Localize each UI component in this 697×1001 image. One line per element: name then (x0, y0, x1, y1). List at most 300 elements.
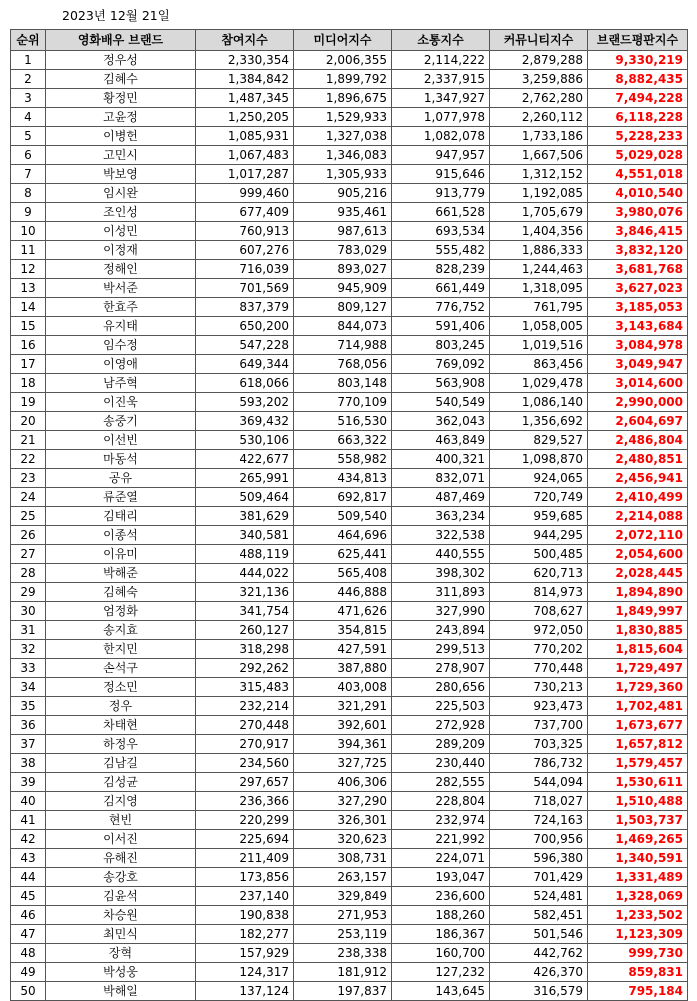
media-index-cell: 326,301 (294, 811, 392, 830)
brand-reputation-index-cell: 6,118,228 (588, 108, 688, 127)
table-row (11, 336, 688, 355)
table-row (11, 545, 688, 564)
brand-reputation-index-cell: 5,228,233 (588, 127, 688, 146)
table-row (11, 355, 688, 374)
communication-index-cell: 221,992 (392, 830, 490, 849)
participation-index-cell: 341,754 (196, 602, 294, 621)
rank-cell: 26 (11, 526, 46, 545)
table-row (11, 450, 688, 469)
communication-index-cell: 661,528 (392, 203, 490, 222)
media-index-cell: 181,912 (294, 963, 392, 982)
community-index-cell: 703,325 (490, 735, 588, 754)
brand-reputation-index-cell: 1,331,489 (588, 868, 688, 887)
brand-reputation-index-cell: 1,894,890 (588, 583, 688, 602)
table-row (11, 868, 688, 887)
brand-reputation-index-cell: 2,486,804 (588, 431, 688, 450)
participation-index-cell: 837,379 (196, 298, 294, 317)
media-index-cell: 714,988 (294, 336, 392, 355)
table-row (11, 203, 688, 222)
rank-cell: 6 (11, 146, 46, 165)
rank-cell: 8 (11, 184, 46, 203)
actor-name-cell: 유지태 (46, 317, 196, 336)
table-row (11, 602, 688, 621)
participation-index-cell: 292,262 (196, 659, 294, 678)
communication-index-cell: 186,367 (392, 925, 490, 944)
rank-cell: 47 (11, 925, 46, 944)
brand-reputation-index-cell: 1,510,488 (588, 792, 688, 811)
media-index-cell: 663,322 (294, 431, 392, 450)
community-index-cell: 1,733,186 (490, 127, 588, 146)
media-index-cell: 434,813 (294, 469, 392, 488)
table-row (11, 89, 688, 108)
table-row (11, 526, 688, 545)
community-index-cell: 814,973 (490, 583, 588, 602)
rank-cell: 23 (11, 469, 46, 488)
media-index-cell: 387,880 (294, 659, 392, 678)
communication-index-cell: 915,646 (392, 165, 490, 184)
community-index-cell: 708,627 (490, 602, 588, 621)
rank-cell: 15 (11, 317, 46, 336)
participation-index-cell: 1,067,483 (196, 146, 294, 165)
rank-cell: 34 (11, 678, 46, 697)
header-participation-index: 참여지수 (196, 30, 294, 51)
brand-reputation-index-cell: 3,980,076 (588, 203, 688, 222)
community-index-cell: 1,886,333 (490, 241, 588, 260)
community-index-cell: 718,027 (490, 792, 588, 811)
community-index-cell: 700,956 (490, 830, 588, 849)
actor-name-cell: 송중기 (46, 412, 196, 431)
communication-index-cell: 832,071 (392, 469, 490, 488)
brand-reputation-index-cell: 1,579,457 (588, 754, 688, 773)
participation-index-cell: 260,127 (196, 621, 294, 640)
header-communication-index: 소통지수 (392, 30, 490, 51)
communication-index-cell: 278,907 (392, 659, 490, 678)
media-index-cell: 238,338 (294, 944, 392, 963)
media-index-cell: 625,441 (294, 545, 392, 564)
community-index-cell: 316,579 (490, 982, 588, 1001)
actor-name-cell: 장혁 (46, 944, 196, 963)
brand-reputation-index-cell: 999,730 (588, 944, 688, 963)
participation-index-cell: 547,228 (196, 336, 294, 355)
table-row (11, 412, 688, 431)
brand-reputation-index-cell: 1,830,885 (588, 621, 688, 640)
participation-index-cell: 211,409 (196, 849, 294, 868)
media-index-cell: 308,731 (294, 849, 392, 868)
community-index-cell: 972,050 (490, 621, 588, 640)
communication-index-cell: 188,260 (392, 906, 490, 925)
brand-reputation-index-cell: 3,185,053 (588, 298, 688, 317)
actor-name-cell: 고윤정 (46, 108, 196, 127)
rank-cell: 36 (11, 716, 46, 735)
rank-cell: 3 (11, 89, 46, 108)
media-index-cell: 392,601 (294, 716, 392, 735)
community-index-cell: 1,058,005 (490, 317, 588, 336)
media-index-cell: 516,530 (294, 412, 392, 431)
brand-reputation-index-cell: 1,123,309 (588, 925, 688, 944)
table-row (11, 393, 688, 412)
table-row (11, 222, 688, 241)
media-index-cell: 464,696 (294, 526, 392, 545)
communication-index-cell: 289,209 (392, 735, 490, 754)
participation-index-cell: 649,344 (196, 355, 294, 374)
actor-name-cell: 정소민 (46, 678, 196, 697)
media-index-cell: 770,109 (294, 393, 392, 412)
community-index-cell: 1,318,095 (490, 279, 588, 298)
brand-reputation-index-cell: 1,729,497 (588, 659, 688, 678)
community-index-cell: 1,667,506 (490, 146, 588, 165)
media-index-cell: 471,626 (294, 602, 392, 621)
communication-index-cell: 299,513 (392, 640, 490, 659)
communication-index-cell: 127,232 (392, 963, 490, 982)
community-index-cell: 1,029,478 (490, 374, 588, 393)
participation-index-cell: 381,629 (196, 507, 294, 526)
table-header-row (11, 30, 688, 51)
rank-cell: 33 (11, 659, 46, 678)
table-row (11, 944, 688, 963)
community-index-cell: 501,546 (490, 925, 588, 944)
media-index-cell: 692,817 (294, 488, 392, 507)
community-index-cell: 863,456 (490, 355, 588, 374)
header-brand-reputation-index: 브랜드평판지수 (588, 30, 688, 51)
media-index-cell: 427,591 (294, 640, 392, 659)
participation-index-cell: 422,677 (196, 450, 294, 469)
community-index-cell: 1,312,152 (490, 165, 588, 184)
media-index-cell: 783,029 (294, 241, 392, 260)
media-index-cell: 1,305,933 (294, 165, 392, 184)
rank-cell: 19 (11, 393, 46, 412)
participation-index-cell: 237,140 (196, 887, 294, 906)
actor-name-cell: 김윤석 (46, 887, 196, 906)
actor-name-cell: 김지영 (46, 792, 196, 811)
media-index-cell: 905,216 (294, 184, 392, 203)
brand-reputation-index-cell: 2,456,941 (588, 469, 688, 488)
table-row (11, 488, 688, 507)
rank-cell: 20 (11, 412, 46, 431)
participation-index-cell: 509,464 (196, 488, 294, 507)
media-index-cell: 197,837 (294, 982, 392, 1001)
rank-cell: 12 (11, 260, 46, 279)
table-row (11, 184, 688, 203)
brand-reputation-index-cell: 3,846,415 (588, 222, 688, 241)
actor-name-cell: 송지효 (46, 621, 196, 640)
media-index-cell: 509,540 (294, 507, 392, 526)
community-index-cell: 829,527 (490, 431, 588, 450)
participation-index-cell: 1,384,842 (196, 70, 294, 89)
actor-name-cell: 이성민 (46, 222, 196, 241)
participation-index-cell: 760,913 (196, 222, 294, 241)
rank-cell: 13 (11, 279, 46, 298)
media-index-cell: 1,896,675 (294, 89, 392, 108)
participation-index-cell: 124,317 (196, 963, 294, 982)
participation-index-cell: 593,202 (196, 393, 294, 412)
participation-index-cell: 318,298 (196, 640, 294, 659)
brand-reputation-index-cell: 3,143,684 (588, 317, 688, 336)
participation-index-cell: 1,085,931 (196, 127, 294, 146)
participation-index-cell: 716,039 (196, 260, 294, 279)
communication-index-cell: 362,043 (392, 412, 490, 431)
communication-index-cell: 563,908 (392, 374, 490, 393)
actor-name-cell: 차승원 (46, 906, 196, 925)
community-index-cell: 923,473 (490, 697, 588, 716)
rank-cell: 50 (11, 982, 46, 1001)
community-index-cell: 596,380 (490, 849, 588, 868)
table-row (11, 374, 688, 393)
community-index-cell: 1,404,356 (490, 222, 588, 241)
rank-cell: 41 (11, 811, 46, 830)
participation-index-cell: 315,483 (196, 678, 294, 697)
communication-index-cell: 463,849 (392, 431, 490, 450)
community-index-cell: 720,749 (490, 488, 588, 507)
brand-reputation-index-cell: 5,029,028 (588, 146, 688, 165)
community-index-cell: 701,429 (490, 868, 588, 887)
participation-index-cell: 232,214 (196, 697, 294, 716)
community-index-cell: 924,065 (490, 469, 588, 488)
actor-name-cell: 이유미 (46, 545, 196, 564)
table-row (11, 51, 688, 70)
brand-reputation-index-cell: 1,233,502 (588, 906, 688, 925)
participation-index-cell: 1,250,205 (196, 108, 294, 127)
brand-reputation-index-cell: 2,410,499 (588, 488, 688, 507)
communication-index-cell: 693,534 (392, 222, 490, 241)
participation-index-cell: 182,277 (196, 925, 294, 944)
actor-name-cell: 엄정화 (46, 602, 196, 621)
rank-cell: 46 (11, 906, 46, 925)
table-row (11, 241, 688, 260)
community-index-cell: 1,019,516 (490, 336, 588, 355)
rank-cell: 11 (11, 241, 46, 260)
community-index-cell: 959,685 (490, 507, 588, 526)
media-index-cell: 1,327,038 (294, 127, 392, 146)
actor-name-cell: 정우 (46, 697, 196, 716)
actor-name-cell: 남주혁 (46, 374, 196, 393)
media-index-cell: 354,815 (294, 621, 392, 640)
community-index-cell: 3,259,886 (490, 70, 588, 89)
media-index-cell: 263,157 (294, 868, 392, 887)
communication-index-cell: 591,406 (392, 317, 490, 336)
actor-name-cell: 한지민 (46, 640, 196, 659)
actor-name-cell: 하정우 (46, 735, 196, 754)
brand-reputation-index-cell: 1,340,591 (588, 849, 688, 868)
media-index-cell: 844,073 (294, 317, 392, 336)
table-row (11, 963, 688, 982)
participation-index-cell: 173,856 (196, 868, 294, 887)
media-index-cell: 2,006,355 (294, 51, 392, 70)
communication-index-cell: 322,538 (392, 526, 490, 545)
actor-name-cell: 황정민 (46, 89, 196, 108)
actor-name-cell: 박성웅 (46, 963, 196, 982)
actor-name-cell: 손석구 (46, 659, 196, 678)
participation-index-cell: 1,487,345 (196, 89, 294, 108)
table-row (11, 317, 688, 336)
actor-name-cell: 현빈 (46, 811, 196, 830)
communication-index-cell: 225,503 (392, 697, 490, 716)
community-index-cell: 2,879,288 (490, 51, 588, 70)
actor-name-cell: 이종석 (46, 526, 196, 545)
communication-index-cell: 1,347,927 (392, 89, 490, 108)
participation-index-cell: 220,299 (196, 811, 294, 830)
participation-index-cell: 650,200 (196, 317, 294, 336)
brand-reputation-index-cell: 3,627,023 (588, 279, 688, 298)
rank-cell: 43 (11, 849, 46, 868)
actor-name-cell: 류준열 (46, 488, 196, 507)
community-index-cell: 730,213 (490, 678, 588, 697)
header-actor-brand: 영화배우 브랜드 (46, 30, 196, 51)
communication-index-cell: 398,302 (392, 564, 490, 583)
participation-index-cell: 444,022 (196, 564, 294, 583)
communication-index-cell: 280,656 (392, 678, 490, 697)
media-index-cell: 768,056 (294, 355, 392, 374)
communication-index-cell: 236,600 (392, 887, 490, 906)
rank-cell: 28 (11, 564, 46, 583)
rank-cell: 5 (11, 127, 46, 146)
brand-reputation-index-cell: 1,849,997 (588, 602, 688, 621)
media-index-cell: 271,953 (294, 906, 392, 925)
media-index-cell: 253,119 (294, 925, 392, 944)
actor-name-cell: 박해일 (46, 982, 196, 1001)
actor-name-cell: 송강호 (46, 868, 196, 887)
table-row (11, 830, 688, 849)
participation-index-cell: 321,136 (196, 583, 294, 602)
table-row (11, 849, 688, 868)
table-row (11, 659, 688, 678)
community-index-cell: 1,356,692 (490, 412, 588, 431)
actor-name-cell: 고민시 (46, 146, 196, 165)
participation-index-cell: 270,917 (196, 735, 294, 754)
brand-reputation-index-cell: 2,028,445 (588, 564, 688, 583)
participation-index-cell: 1,017,287 (196, 165, 294, 184)
media-index-cell: 320,623 (294, 830, 392, 849)
rank-cell: 48 (11, 944, 46, 963)
media-index-cell: 987,613 (294, 222, 392, 241)
rank-cell: 29 (11, 583, 46, 602)
table-row (11, 811, 688, 830)
table-row (11, 260, 688, 279)
brand-reputation-index-cell: 2,480,851 (588, 450, 688, 469)
participation-index-cell: 369,432 (196, 412, 294, 431)
rank-cell: 17 (11, 355, 46, 374)
actor-name-cell: 이서진 (46, 830, 196, 849)
community-index-cell: 786,732 (490, 754, 588, 773)
rank-cell: 32 (11, 640, 46, 659)
participation-index-cell: 618,066 (196, 374, 294, 393)
communication-index-cell: 224,071 (392, 849, 490, 868)
table-row (11, 640, 688, 659)
media-index-cell: 945,909 (294, 279, 392, 298)
community-index-cell: 2,762,280 (490, 89, 588, 108)
actor-name-cell: 이병헌 (46, 127, 196, 146)
media-index-cell: 803,148 (294, 374, 392, 393)
communication-index-cell: 947,957 (392, 146, 490, 165)
table-row (11, 925, 688, 944)
brand-reputation-index-cell: 7,494,228 (588, 89, 688, 108)
communication-index-cell: 243,894 (392, 621, 490, 640)
communication-index-cell: 661,449 (392, 279, 490, 298)
community-index-cell: 770,202 (490, 640, 588, 659)
media-index-cell: 321,291 (294, 697, 392, 716)
rank-cell: 14 (11, 298, 46, 317)
community-index-cell: 1,098,870 (490, 450, 588, 469)
table-row (11, 469, 688, 488)
brand-reputation-index-cell: 4,010,540 (588, 184, 688, 203)
actor-name-cell: 이정재 (46, 241, 196, 260)
media-index-cell: 329,849 (294, 887, 392, 906)
table-row (11, 678, 688, 697)
communication-index-cell: 363,234 (392, 507, 490, 526)
actor-name-cell: 유해진 (46, 849, 196, 868)
table-row (11, 773, 688, 792)
rank-cell: 1 (11, 51, 46, 70)
community-index-cell: 1,705,679 (490, 203, 588, 222)
communication-index-cell: 143,645 (392, 982, 490, 1001)
table-row (11, 697, 688, 716)
rank-cell: 39 (11, 773, 46, 792)
media-index-cell: 406,306 (294, 773, 392, 792)
participation-index-cell: 297,657 (196, 773, 294, 792)
communication-index-cell: 803,245 (392, 336, 490, 355)
table-row (11, 431, 688, 450)
communication-index-cell: 160,700 (392, 944, 490, 963)
community-index-cell: 1,244,463 (490, 260, 588, 279)
communication-index-cell: 327,990 (392, 602, 490, 621)
community-index-cell: 524,481 (490, 887, 588, 906)
participation-index-cell: 488,119 (196, 545, 294, 564)
community-index-cell: 426,370 (490, 963, 588, 982)
brand-reputation-index-cell: 3,832,120 (588, 241, 688, 260)
actor-name-cell: 임시완 (46, 184, 196, 203)
communication-index-cell: 311,893 (392, 583, 490, 602)
rank-cell: 37 (11, 735, 46, 754)
rank-cell: 27 (11, 545, 46, 564)
table-row (11, 906, 688, 925)
media-index-cell: 558,982 (294, 450, 392, 469)
communication-index-cell: 193,047 (392, 868, 490, 887)
rank-cell: 40 (11, 792, 46, 811)
actor-name-cell: 마동석 (46, 450, 196, 469)
participation-index-cell: 234,560 (196, 754, 294, 773)
brand-reputation-table (10, 29, 688, 1001)
communication-index-cell: 1,082,078 (392, 127, 490, 146)
rank-cell: 25 (11, 507, 46, 526)
brand-reputation-index-cell: 2,604,697 (588, 412, 688, 431)
actor-name-cell: 김성균 (46, 773, 196, 792)
report-date: 2023년 12월 21일 (62, 8, 170, 23)
participation-index-cell: 270,448 (196, 716, 294, 735)
communication-index-cell: 400,321 (392, 450, 490, 469)
rank-cell: 35 (11, 697, 46, 716)
participation-index-cell: 236,366 (196, 792, 294, 811)
brand-reputation-index-cell: 1,657,812 (588, 735, 688, 754)
actor-name-cell: 박보영 (46, 165, 196, 184)
rank-cell: 16 (11, 336, 46, 355)
brand-reputation-index-cell: 1,503,737 (588, 811, 688, 830)
brand-reputation-index-cell: 2,214,088 (588, 507, 688, 526)
actor-name-cell: 이진욱 (46, 393, 196, 412)
communication-index-cell: 540,549 (392, 393, 490, 412)
communication-index-cell: 913,779 (392, 184, 490, 203)
rank-cell: 10 (11, 222, 46, 241)
actor-name-cell: 조인성 (46, 203, 196, 222)
rank-cell: 24 (11, 488, 46, 507)
media-index-cell: 1,899,792 (294, 70, 392, 89)
community-index-cell: 544,094 (490, 773, 588, 792)
community-index-cell: 582,451 (490, 906, 588, 925)
brand-reputation-index-cell: 1,328,069 (588, 887, 688, 906)
table-row (11, 146, 688, 165)
brand-reputation-index-cell: 4,551,018 (588, 165, 688, 184)
communication-index-cell: 1,077,978 (392, 108, 490, 127)
rank-cell: 49 (11, 963, 46, 982)
rank-cell: 30 (11, 602, 46, 621)
